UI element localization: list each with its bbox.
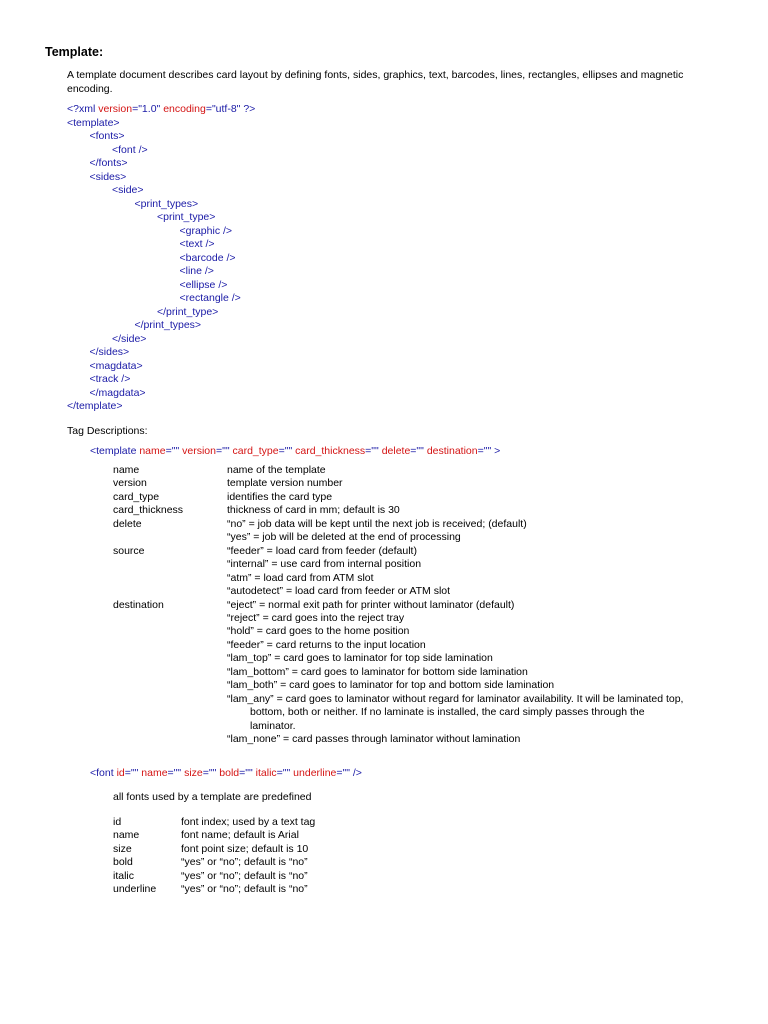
xml-tag-text: <ellipse /> — [179, 278, 228, 291]
font-attribute-name: bold — [113, 856, 133, 869]
xml-line — [180, 238, 215, 250]
attribute-description: “yes” = job will be deleted at the end of processing — [227, 531, 461, 544]
attribute-description: “eject” = normal exit path for printer without laminator (default) — [227, 598, 515, 611]
attribute-name: version — [113, 477, 147, 490]
xml-line — [90, 171, 127, 183]
xml-attribute-name: bold — [219, 767, 240, 779]
xml-line — [180, 252, 236, 264]
xml-tag-text: ="" /> — [336, 767, 362, 779]
xml-attribute-name: italic — [255, 767, 277, 779]
attribute-name: card_thickness — [113, 504, 184, 517]
attribute-description: “feeder” = load card from feeder (default) — [227, 544, 417, 557]
xml-attribute-name: id — [116, 767, 125, 779]
attribute-name: delete — [113, 517, 142, 530]
font-attribute-description: font point size; default is 10 — [181, 842, 309, 855]
section-heading: Template: — [45, 45, 104, 59]
font-attribute-name: size — [113, 842, 132, 855]
attribute-description: name of the template — [227, 464, 326, 476]
template-tag-signature — [90, 445, 500, 457]
xml-attribute-name: destination — [426, 445, 478, 457]
xml-tag-text: ="" — [215, 445, 233, 457]
xml-tag-text: ="" — [167, 767, 185, 779]
attribute-description: “internal” = use card from internal position — [227, 558, 422, 571]
xml-attribute-name: size — [184, 767, 203, 779]
xml-line — [90, 360, 143, 372]
tag-descriptions-label: Tag Descriptions: — [67, 425, 148, 437]
font-attribute-name: name — [113, 829, 140, 842]
xml-attribute-name: card_thickness — [295, 445, 366, 457]
xml-line — [90, 346, 130, 358]
xml-attribute-name: name — [139, 445, 166, 457]
attribute-description: “lam_top” = card goes to laminator for top side lamination — [227, 652, 493, 665]
attribute-description: “lam_none” = card passes through laminator without lamination — [227, 733, 521, 745]
xml-tag-text: <font /> — [112, 143, 148, 156]
attribute-description: “lam_bottom” = card goes to laminator for bottom side lamination — [227, 665, 528, 678]
xml-line — [90, 373, 131, 385]
xml-tag-text: <template — [90, 445, 140, 457]
attribute-description: “no” = job data will be kept until the next job is received; (default) — [227, 517, 527, 530]
xml-line — [67, 117, 120, 129]
xml-tag-text: <sides> — [89, 170, 127, 183]
attribute-name: destination — [113, 598, 164, 611]
attribute-name: name — [113, 464, 140, 476]
xml-attribute-name: version — [182, 445, 216, 457]
xml-attribute-name: underline — [293, 767, 337, 779]
attribute-description: “hold” = card goes to the home position — [227, 625, 410, 638]
xml-tag-text: <magdata> — [89, 359, 143, 372]
xml-line — [90, 387, 146, 399]
xml-tag-text: <track /> — [89, 373, 131, 385]
xml-tag-text: ="" — [239, 767, 256, 779]
attribute-description: thickness of card in mm; default is 30 — [227, 504, 400, 517]
attribute-description: “lam_any” = card goes to laminator without regard for laminator availability. It will be laminated top, — [227, 692, 684, 705]
xml-tag-text: ="" — [278, 445, 296, 457]
attribute-description: “lam_both” = card goes to laminator for top and bottom side lamination — [227, 679, 555, 692]
xml-tag-text: ="" > — [477, 445, 501, 457]
xml-line — [67, 103, 255, 115]
xml-tag-text: </print_type> — [157, 305, 219, 318]
xml-line — [180, 265, 214, 277]
xml-tag-text: <line /> — [179, 265, 214, 277]
xml-tag-text: <?xml — [67, 103, 99, 115]
attribute-description: template version number — [227, 477, 343, 490]
xml-tag-text: </fonts> — [89, 157, 128, 169]
xml-tag-text: <rectangle /> — [179, 292, 241, 304]
xml-line — [67, 400, 122, 412]
xml-tag-text: ="" — [410, 445, 427, 457]
xml-tag-text: ="" — [165, 445, 183, 457]
xml-tag-text: </magdata> — [89, 386, 146, 399]
xml-tag-text: </sides> — [89, 346, 130, 358]
xml-line — [157, 211, 215, 223]
xml-line — [157, 306, 218, 318]
xml-attribute-name: delete — [381, 445, 411, 457]
xml-line — [112, 184, 144, 196]
attribute-description: identifies the card type — [227, 490, 333, 503]
xml-line — [90, 130, 125, 142]
xml-line — [135, 198, 199, 210]
xml-tag-text: <print_type> — [157, 211, 216, 223]
xml-tag-text: </template> — [67, 400, 123, 412]
xml-line — [135, 319, 202, 331]
xml-tag-text: ="" — [276, 767, 294, 779]
font-tag-signature — [90, 767, 362, 779]
xml-tag-text: <text /> — [179, 238, 215, 250]
attribute-name: source — [113, 544, 145, 557]
font-attribute-description: “yes” or “no”; default is “no” — [181, 869, 308, 882]
xml-tag-text: </side> — [112, 332, 147, 345]
xml-line — [180, 292, 241, 304]
xml-attribute-name: version — [98, 103, 133, 115]
xml-tag-text: <side> — [112, 184, 144, 196]
xml-line — [112, 333, 146, 345]
xml-line — [180, 225, 233, 237]
attribute-description: “reject” = card goes into the reject tray — [227, 611, 405, 624]
font-attribute-description: font name; default is Arial — [181, 829, 299, 842]
xml-tag-text: <fonts> — [89, 130, 125, 142]
xml-attribute-name: card_type — [232, 445, 279, 457]
xml-attribute-name: name — [141, 767, 168, 779]
attribute-name: card_type — [113, 490, 160, 503]
font-attribute-name: id — [113, 816, 122, 828]
font-attribute-name: italic — [113, 869, 135, 882]
font-note: all fonts used by a template are predefined — [113, 791, 312, 803]
font-attribute-description: “yes” or “no”; default is “no” — [181, 883, 308, 895]
attribute-description: “atm” = load card from ATM slot — [227, 571, 374, 584]
intro-paragraph: A template document describes card layout by defining fonts, sides, graphics, text, barcodes, lines, rectangles, ellipses and magnetic encoding. — [67, 69, 684, 95]
font-attribute-description: font index; used by a text tag — [181, 816, 316, 828]
xml-tag-text: <template> — [67, 116, 120, 129]
attribute-description: “autodetect” = load card from feeder or ATM slot — [227, 585, 451, 598]
font-attribute-description: “yes” or “no”; default is “no” — [181, 856, 308, 869]
attribute-description: bottom, both or neither. If no laminate is installed, the card simply passes through the — [250, 706, 645, 719]
xml-tag-text: ="utf-8" ?> — [205, 103, 256, 115]
xml-attribute-name: encoding — [163, 103, 206, 115]
xml-tag-text: <barcode /> — [179, 251, 236, 264]
xml-line — [90, 157, 128, 169]
xml-tag-text: <print_types> — [134, 197, 199, 210]
xml-tag-text: <font — [90, 767, 117, 779]
xml-line — [112, 144, 148, 156]
xml-tag-text: </print_types> — [134, 319, 202, 331]
xml-tag-text: ="1.0" — [132, 103, 164, 115]
font-attribute-name: underline — [113, 883, 157, 895]
xml-tag-text: ="" — [124, 767, 142, 779]
attribute-description: “feeder” = card returns to the input location — [227, 638, 426, 651]
xml-line — [180, 279, 228, 291]
xml-tag-text: <graphic /> — [179, 224, 233, 237]
xml-tag-text: ="" — [202, 767, 220, 779]
attribute-description: laminator. — [250, 719, 296, 732]
xml-tag-text: ="" — [365, 445, 382, 457]
